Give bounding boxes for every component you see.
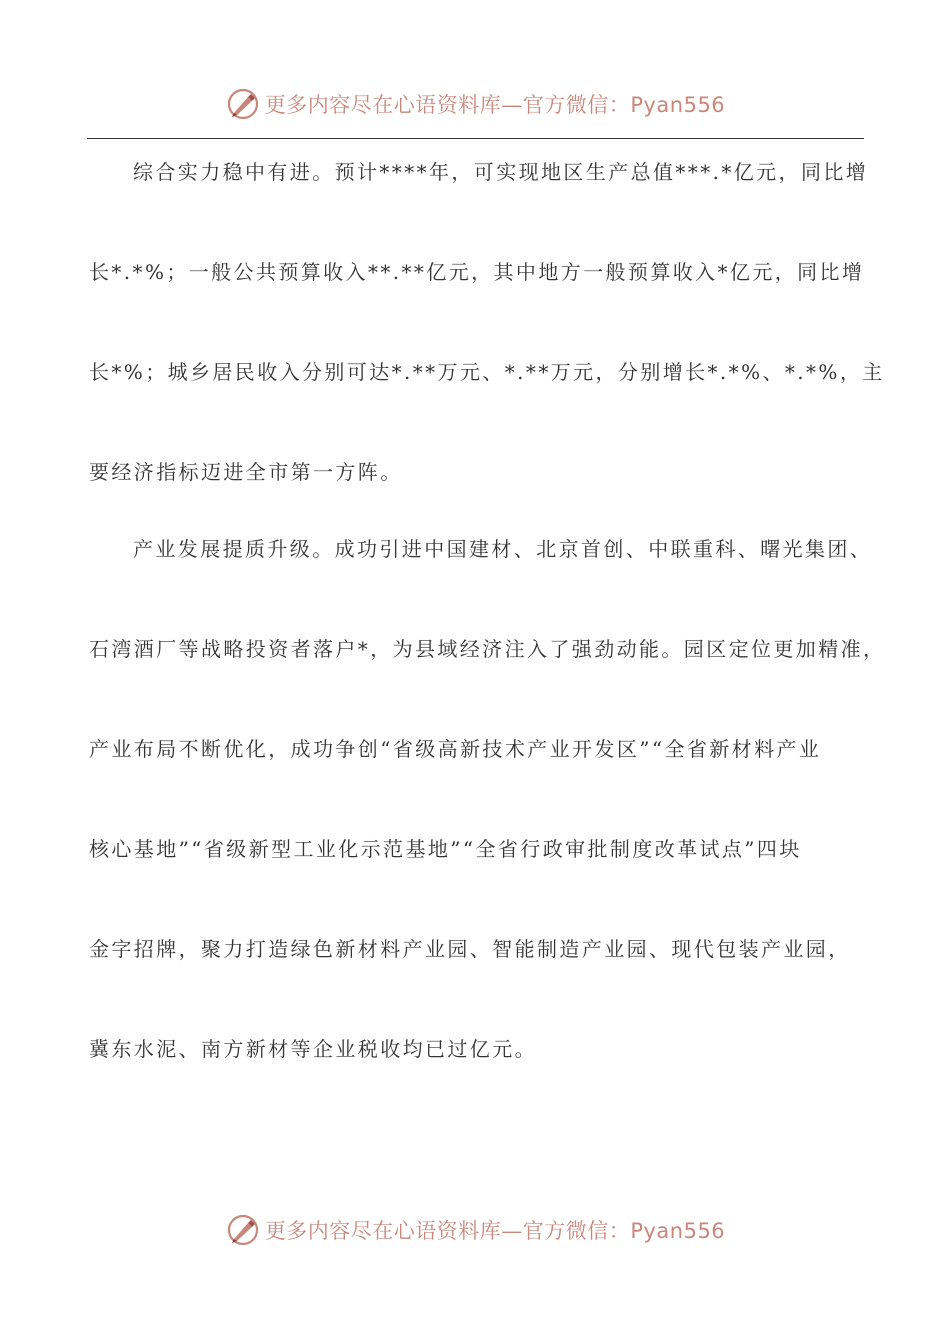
footer-banner-id: Pyan556 — [630, 1219, 726, 1243]
footer-banner — [0, 1208, 950, 1252]
header-banner — [0, 82, 950, 126]
paragraph-2-line-5: 金字招牌，聚力打造绿色新材料产业园、智能制造产业园、现代包装产业园， — [89, 937, 851, 961]
pen-nib-logo-icon — [225, 86, 261, 122]
paragraph-2-line-3: 产业布局不断优化，成功争创“省级高新技术产业开发区”“全省新材料产业 — [89, 737, 822, 761]
paragraph-1-line-2: 长*.*%；一般公共预算收入**.**亿元，其中地方一般预算收入*亿元，同比增 — [89, 260, 865, 284]
paragraph-2-line-2: 石湾酒厂等战略投资者落户*，为县域经济注入了强劲动能。园区定位更加精准， — [89, 637, 886, 661]
paragraph-1-line-4: 要经济指标迈进全市第一方阵。 — [89, 460, 403, 484]
header-banner-text: 更多内容尽在心语资料库—官方微信：Pyan556 — [264, 93, 726, 117]
paragraph-2-line-4: 核心基地”“省级新型工业化示范基地”“全省行政审批制度改革试点”四块 — [89, 837, 802, 861]
pen-nib-logo-icon — [225, 1212, 261, 1248]
paragraph-2-line-6: 冀东水泥、南方新材等企业税收均已过亿元。 — [89, 1037, 537, 1061]
header-banner-id: Pyan556 — [630, 93, 726, 117]
footer-banner-text: 更多内容尽在心语资料库—官方微信：Pyan556 — [264, 1219, 726, 1243]
paragraph-2-line-1: 产业发展提质升级。成功引进中国建材、北京首创、中联重科、曙光集团、 — [133, 537, 873, 561]
header-divider — [87, 138, 864, 139]
paragraph-1-line-3: 长*%；城乡居民收入分别可达*.**万元、*.**万元，分别增长*.*%、*.*%，主 — [89, 360, 885, 384]
paragraph-1-line-1: 综合实力稳中有进。预计****年，可实现地区生产总值***.*亿元，同比增 — [133, 160, 869, 184]
document-body — [89, 147, 886, 1074]
